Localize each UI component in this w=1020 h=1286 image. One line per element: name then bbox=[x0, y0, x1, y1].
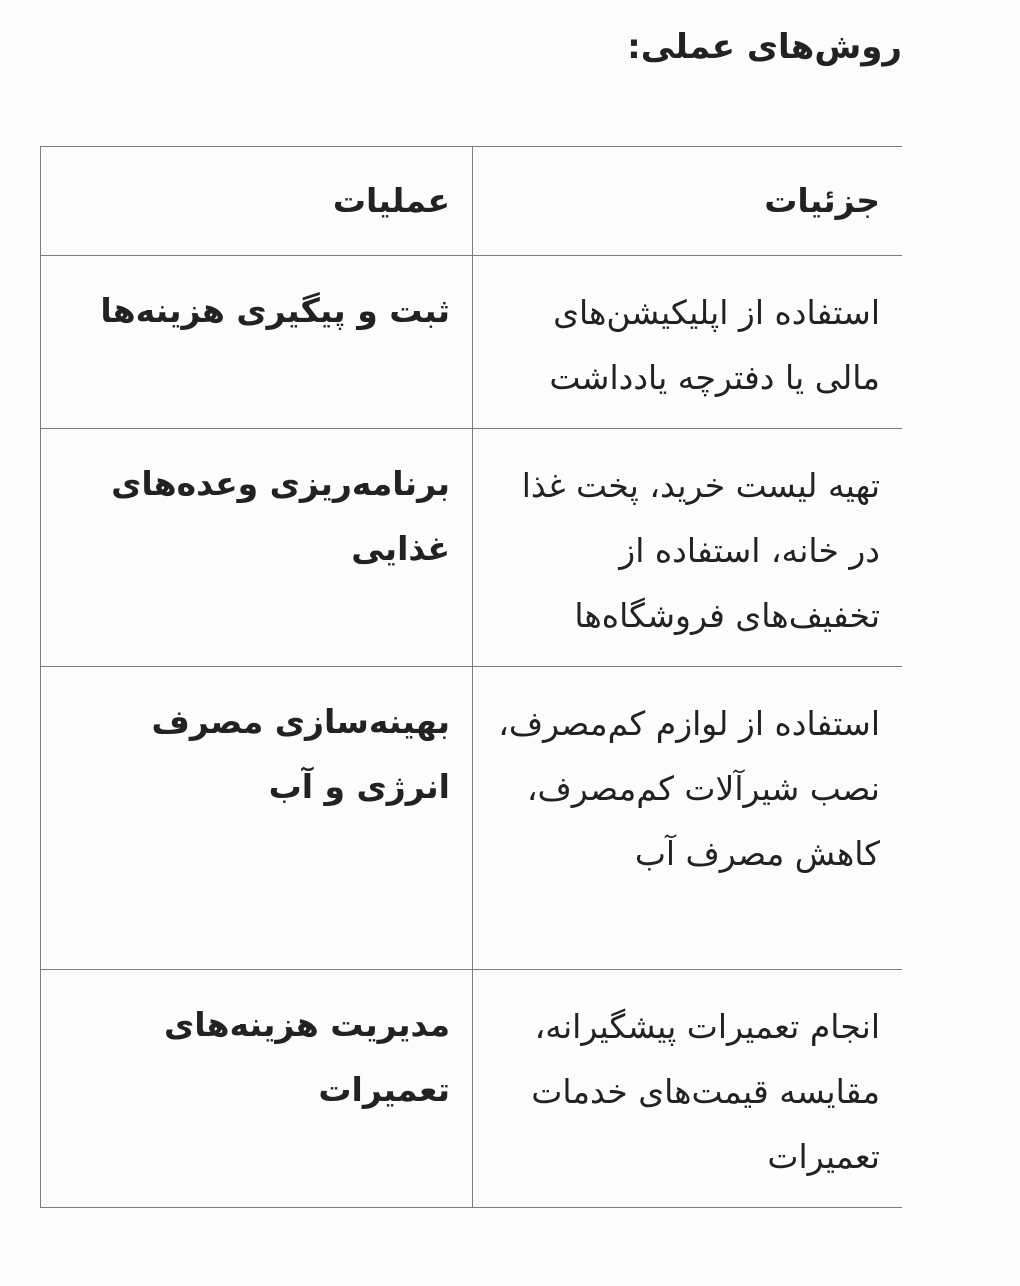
row-details-cell: تهیه لیست خرید، پخت غذا در خانه، استفاده از تخفیف‌های فروشگاه‌ها bbox=[473, 429, 903, 667]
table-row bbox=[41, 667, 903, 970]
page-title: روش‌های عملی: bbox=[627, 27, 902, 67]
row-operation-cell: برنامه‌ریزی وعده‌های غذایی bbox=[41, 429, 473, 667]
table-row bbox=[41, 429, 903, 667]
row-operation-cell: ثبت و پیگیری هزینه‌ها bbox=[41, 256, 473, 429]
row-details-cell: استفاده از لوازم کم‌مصرف، نصب شیرآلات کم‌مصرف، کاهش مصرف آب bbox=[473, 667, 903, 970]
row-details-cell: انجام تعمیرات پیشگیرانه، مقایسه قیمت‌های خدمات تعمیرات bbox=[473, 970, 903, 1208]
table-header-row bbox=[41, 147, 903, 256]
practical-methods-table bbox=[40, 146, 902, 1208]
header-operations: عملیات bbox=[41, 147, 473, 256]
table-row bbox=[41, 256, 903, 429]
table-row bbox=[41, 970, 903, 1208]
practical-methods-table-container bbox=[40, 146, 902, 1286]
row-details-cell: استفاده از اپلیکیشن‌های مالی یا دفترچه یادداشت bbox=[473, 256, 903, 429]
row-operation-cell: بهینه‌سازی مصرف انرژی و آب bbox=[41, 667, 473, 970]
header-details: جزئیات bbox=[473, 147, 903, 256]
row-operation-cell: مدیریت هزینه‌های تعمیرات bbox=[41, 970, 473, 1208]
